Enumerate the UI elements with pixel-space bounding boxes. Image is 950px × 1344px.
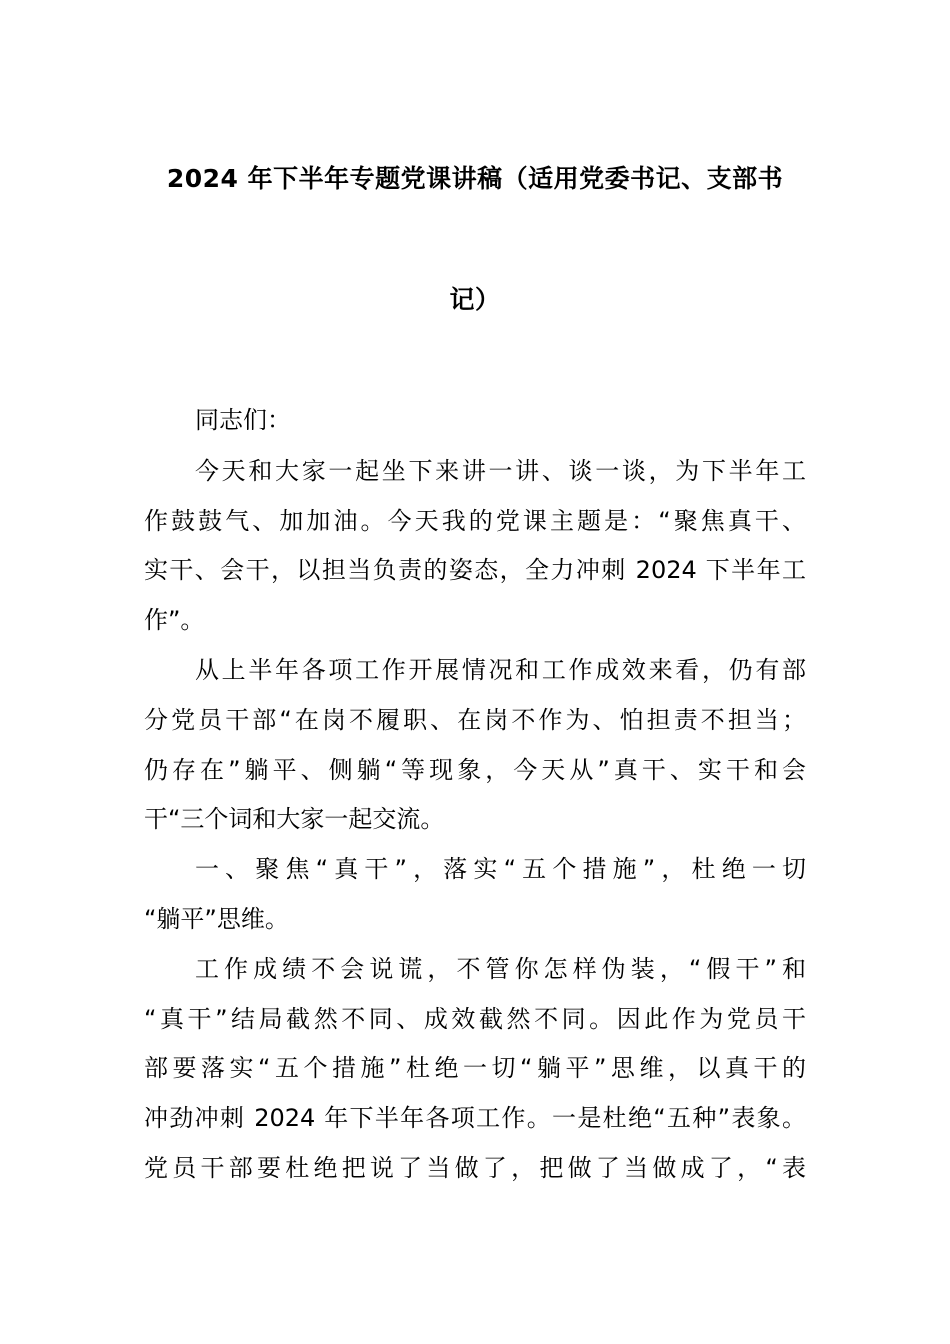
salutation: 同志们： [195,406,291,434]
section-heading-line: “躺平”思维。 [144,905,289,933]
body-line: 冲劲冲刺 2024 年下半年各项工作。一是杜绝“五种”表象。 [144,1104,806,1132]
body-line: 干“三个词和大家一起交流。 [144,805,445,833]
body-line: 从上半年各项工作开展情况和工作成效来看，仍有部 [195,656,806,684]
body-line: 今天和大家一起坐下来讲一讲、谈一谈，为下半年工 [195,457,806,485]
body-line: 作”。 [144,606,205,634]
body-line: 分党员干部“在岗不履职、在岗不作为、怕担责不担当； [144,706,806,734]
body-line: 实干、会干，以担当负责的姿态，全力冲刺 2024 下半年工 [144,556,806,584]
body-line: “真干”结局截然不同、成效截然不同。因此作为党员干 [144,1005,806,1033]
section-heading-line: 一、聚焦“真干”，落实“五个措施”，杜绝一切 [195,855,806,883]
document-title-line-1: 2024 年下半年专题党课讲稿（适用党委书记、支部书 [166,164,784,193]
body-line: 党员干部要杜绝把说了当做了，把做了当做成了，“表 [144,1154,806,1182]
body-line: 仍存在”躺平、侧躺“等现象，今天从”真干、实干和会 [144,756,806,784]
document-title-line-2: 记） [449,285,501,314]
body-line: 作鼓鼓气、加加油。今天我的党课主题是：“聚焦真干、 [144,507,806,535]
body-line: 部要落实“五个措施”杜绝一切“躺平”思维，以真干的 [144,1054,806,1082]
body-line: 工作成绩不会说谎，不管你怎样伪装，“假干”和 [195,955,806,983]
